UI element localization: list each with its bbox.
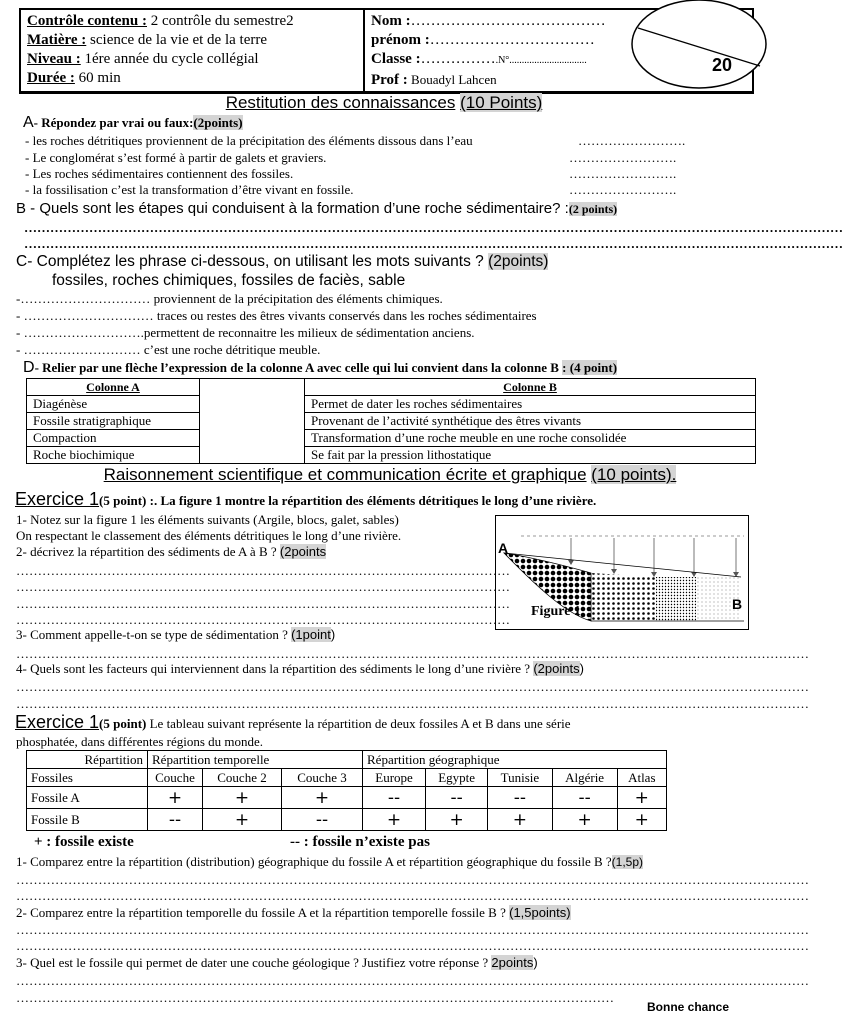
partA-heading xyxy=(23,114,243,132)
partC-item-2 xyxy=(16,308,537,324)
table-row-label: Fossile A xyxy=(27,787,148,809)
classe-field[interactable]: …………… xyxy=(420,51,496,67)
ex2-q2 xyxy=(16,905,571,921)
ex1-q4-points: (2points xyxy=(533,661,580,676)
partD-letter: D xyxy=(23,359,35,376)
ex2-q1 xyxy=(16,854,643,870)
partC-item-text: c’est une roche détritique meuble. xyxy=(140,342,321,357)
ex2-intro: Le tableau suivant représente la répartition de deux fossiles A et B dans une série xyxy=(146,716,571,731)
fossil-table xyxy=(26,750,667,831)
partB-question xyxy=(16,200,617,217)
partC-blank[interactable]: - ……………………… xyxy=(16,342,141,357)
ex1-q1b: On respectant le classement des éléments détritiques le long d’une rivière. xyxy=(16,528,402,543)
niveau-label: Niveau : xyxy=(27,51,81,67)
ex2-q3: 3- Quel est le fossile qui permet de dater une couche géologique ? Justifiez votre réponse ? 2points) xyxy=(16,955,538,970)
table-col-header: Algérie xyxy=(552,769,617,787)
section2-points: (10 points). xyxy=(591,465,677,484)
col-b-item[interactable]: Transformation d’une roche meuble en une roche consolidée xyxy=(305,430,756,447)
ex1-q3-text: 3- Comment appelle-t-on se type de sédimentation ? xyxy=(16,627,288,642)
ex1-heading xyxy=(15,489,596,510)
ex2-title: Exercice 1 xyxy=(15,712,100,732)
partC-item-1 xyxy=(16,291,443,307)
partA-answer-3[interactable]: ……………………. xyxy=(569,166,677,181)
table-h-geographique: Répartition géographique xyxy=(363,751,667,769)
ex1-q2-answer-1[interactable]: …………………………………………………………………………………………………… xyxy=(16,563,510,578)
figure-1 xyxy=(495,515,749,630)
section1-title xyxy=(0,93,768,113)
partB-points: (2 points) xyxy=(568,202,618,216)
ex2-q2-answer-2[interactable]: ………………………………………………………………………………………………………………………………………………………………… xyxy=(16,938,809,953)
controle-value: 2 contrôle du semestre2 xyxy=(147,13,294,29)
ex1-title: Exercice 1 xyxy=(15,489,100,509)
table-cell: + xyxy=(552,809,617,831)
partD-instruction: - Relier par une flèche l’expression de la colonne A avec celle qui lui convient dans la colonne B xyxy=(34,360,559,375)
ex1-q4-answer-1[interactable]: ………………………………………………………………………………………………………………………………………………………………… xyxy=(16,679,809,694)
table-cell: + xyxy=(148,787,203,809)
table-cell: -- xyxy=(426,787,488,809)
ex2-q2-points: (1,5points) xyxy=(509,905,571,920)
table-cell: + xyxy=(363,809,426,831)
table-col-header: Atlas xyxy=(617,769,666,787)
table-col-header: Couche 3 xyxy=(282,769,363,787)
partC-points: (2points) xyxy=(488,253,549,270)
ex2-q3-points: 2points xyxy=(491,955,534,970)
legend-plus: + : fossile existe xyxy=(34,834,134,850)
figure-caption: Figure 1 xyxy=(531,604,581,619)
ex1-intro: :. La figure 1 montre la répartition des éléments détritiques le long d’une rivière. xyxy=(146,493,597,508)
partA-item-text: - Les roches sédimentaires contiennent des fossiles. xyxy=(25,166,294,181)
table-cell: -- xyxy=(148,809,203,831)
partA-item-4 xyxy=(25,182,354,198)
col-b-header: Colonne B xyxy=(305,379,756,396)
table-cell: + xyxy=(488,809,552,831)
section2-title-text: Raisonnement scientifique et communication écrite et graphique xyxy=(103,465,587,484)
section2-title xyxy=(0,465,780,485)
ex1-q2-points: (2points xyxy=(279,544,327,559)
table-cell: + xyxy=(426,809,488,831)
duree-label: Durée : xyxy=(27,70,75,86)
ex2-points: (5 point) xyxy=(99,716,147,731)
table-cell: + xyxy=(617,787,666,809)
score-total: 20 xyxy=(712,55,733,75)
numero-field[interactable]: .N°............................... xyxy=(495,55,587,66)
table-col-header: Europe xyxy=(363,769,426,787)
ex1-q2-answer-3[interactable]: …………………………………………………………………………………………………… xyxy=(16,596,510,611)
col-a-item[interactable]: Roche biochimique xyxy=(27,447,200,464)
col-b-item[interactable]: Se fait par la pression lithostatique xyxy=(305,447,756,464)
legend-minus: -- : fossile n’existe pas xyxy=(290,834,430,850)
prof-value: Bouadyl Lahcen xyxy=(407,72,497,87)
partB-question-text: B - Quels sont les étapes qui conduisent à la formation d’une roche sédimentaire? : xyxy=(16,200,569,217)
ex1-q3-answer[interactable]: ………………………………………………………………………………………………………………………………………………………………… xyxy=(16,646,809,661)
table-col-header: Tunisie xyxy=(488,769,552,787)
section1-points: (10 Points) xyxy=(460,93,543,112)
table-col-header: Couche 2 xyxy=(203,769,282,787)
ex1-q2-answer-4[interactable]: …………………………………………………………………………………………………… xyxy=(16,612,510,627)
partC-words: fossiles, roches chimiques, fossiles de faciès, sable xyxy=(52,272,406,289)
ex1-q3-points: (1point xyxy=(291,627,331,642)
partA-answer-1[interactable]: ……………………. xyxy=(578,133,686,148)
prenom-field[interactable]: …………………………… xyxy=(429,32,595,48)
classe-label: Classe : xyxy=(371,51,421,67)
ex2-q2-answer-1[interactable]: ………………………………………………………………………………………………………………………………………………………………… xyxy=(16,922,809,937)
niveau-value: 1ére année du cycle collégial xyxy=(80,51,259,67)
partA-instruction: - Répondez par vrai ou faux: xyxy=(33,115,194,130)
section1-title-text: Restitution des connaissances xyxy=(225,93,456,112)
ex1-q4-answer-2[interactable]: ………………………………………………………………………………………………………………………………………………………………… xyxy=(16,696,809,711)
closing-text: Bonne chance xyxy=(647,1000,730,1014)
col-a-item[interactable]: Diagénèse xyxy=(27,396,200,413)
partA-item-2 xyxy=(25,150,326,166)
col-a-item[interactable]: Fossile stratigraphique xyxy=(27,413,200,430)
partC-question-text: C- Complétez les phrase ci-dessous, on utilisant les mots suivants ? xyxy=(16,253,484,270)
table-cell: + xyxy=(617,809,666,831)
ex2-q3-answer-2[interactable]: ………………………………………………………………………………………………………………………… xyxy=(16,990,614,1005)
nom-label: Nom : xyxy=(371,13,411,29)
table-cell: + xyxy=(203,809,282,831)
table-cell: -- xyxy=(488,787,552,809)
figure-label-b: B xyxy=(732,596,743,612)
partC-item-3 xyxy=(16,325,475,341)
table-cell: + xyxy=(203,787,282,809)
ex2-q3-text: 3- Quel est le fossile qui permet de dater une couche géologique ? Justifiez votre réponse ? xyxy=(16,955,489,970)
ex2-q1-points: (1,5p) xyxy=(611,855,644,869)
ex1-points: (5 point) xyxy=(99,493,147,508)
ex1-q2 xyxy=(16,544,326,560)
figure-label-a: A xyxy=(498,540,509,556)
partA-answer-4[interactable]: ……………………. xyxy=(569,182,677,197)
partC-item-text: traces ou restes des êtres vivants conservés dans les roches sédimentaires xyxy=(153,308,537,323)
ex2-q2-text: 2- Comparez entre la répartition temporelle du fossile A et la répartition temporelle fossile B ? xyxy=(16,905,506,920)
ex1-q1: 1- Notez sur la figure 1 les éléments suivants (Argile, blocs, galet, sables) xyxy=(16,512,399,527)
partC-blank[interactable]: - ………………………… xyxy=(16,308,154,323)
ex1-q2-answer-2[interactable]: …………………………………………………………………………………………………… xyxy=(16,579,510,594)
partA-item-1 xyxy=(25,133,473,149)
ex2-intro-2: phosphatée, dans différentes régions du monde. xyxy=(16,734,264,749)
col-a-item[interactable]: Compaction xyxy=(27,430,200,447)
duree-value: 60 min xyxy=(74,70,121,86)
partB-answer-line-1[interactable]: ……………………………………………………………………………………………………………………………………………………………………… xyxy=(24,220,843,235)
partA-item-3 xyxy=(25,166,293,182)
prenom-label: prénom : xyxy=(371,32,430,48)
partB-answer-line-2[interactable]: ……………………………………………………………………………………………………………………………………………………………………… xyxy=(24,236,843,251)
matching-table xyxy=(26,378,756,464)
partC-blank[interactable]: - ……………………… xyxy=(16,325,141,340)
controle-label: Contrôle contenu : xyxy=(27,13,147,29)
table-col-header: Couche xyxy=(148,769,203,787)
ex2-q1-answer-1[interactable]: ………………………………………………………………………………………………………………………………………………………………… xyxy=(16,872,809,887)
ex1-q2-text: 2- décrivez la répartition des sédiments de A à B ? xyxy=(16,544,277,559)
partC-blank[interactable]: -………………………… xyxy=(16,291,151,306)
partA-item-text: - Le conglomérat s’est formé à partir de galets et graviers. xyxy=(25,150,327,165)
ex1-q4: 4- Quels sont les facteurs qui interviennent dans la répartition des sédiments le long d’une rivière ? (2points) xyxy=(16,661,584,676)
arrow-area[interactable] xyxy=(200,379,305,464)
table-cell: + xyxy=(282,787,363,809)
prof-label: Prof : xyxy=(371,72,408,88)
table-row-label: Fossile B xyxy=(27,809,148,831)
ex1-q4-text: 4- Quels sont les facteurs qui interviennent dans la répartition des sédiments le long d’une rivière ? xyxy=(16,661,531,676)
col-b-item[interactable]: Permet de dater les roches sédimentaires xyxy=(305,396,756,413)
partC-item-4 xyxy=(16,342,320,358)
score-ellipse xyxy=(630,0,768,92)
table-h-temporelle: Répartition temporelle xyxy=(148,751,363,769)
partA-points: (2points) xyxy=(193,115,243,130)
matiere-label: Matière : xyxy=(27,32,87,48)
ex2-heading xyxy=(15,712,571,733)
ex2-q1-answer-2[interactable]: ………………………………………………………………………………………………………………………………………………………………… xyxy=(16,888,809,903)
partC-item-text: proviennent de la précipitation des éléments chimiques. xyxy=(150,291,443,306)
partD-points: : (4 point) xyxy=(562,360,618,375)
header-course-info xyxy=(20,9,364,93)
table-h-repartition: Répartition xyxy=(27,751,148,769)
ex1-q3: 3- Comment appelle-t-on se type de sédimentation ? (1point) xyxy=(16,627,336,642)
table-cell: -- xyxy=(363,787,426,809)
table-cell: -- xyxy=(282,809,363,831)
partC-item-text: .permettent de reconnaitre les milieux de sédimentation anciens. xyxy=(140,325,475,340)
table-cell: -- xyxy=(552,787,617,809)
table-col-header: Egypte xyxy=(426,769,488,787)
col-a-header: Colonne A xyxy=(27,379,200,396)
partD-heading xyxy=(23,359,617,377)
ex2-q3-answer-1[interactable]: ………………………………………………………………………………………………………………………………………………………………… xyxy=(16,973,809,988)
partA-item-text: - la fossilisation c’est la transformation d’être vivant en fossile. xyxy=(25,182,354,197)
nom-field[interactable]: ………………………………… xyxy=(410,13,606,29)
matiere-value: science de la vie et de la terre xyxy=(86,32,268,48)
partA-answer-2[interactable]: ……………………. xyxy=(569,150,677,165)
partA-item-text: - les roches détritiques proviennent de la précipitation des éléments dissous dans l’eau xyxy=(25,133,473,148)
partA-letter: A xyxy=(23,114,34,131)
col-b-item[interactable]: Provenant de l’activité synthétique des êtres vivants xyxy=(305,413,756,430)
table-h-fossiles: Fossiles xyxy=(27,769,148,787)
partC-question xyxy=(16,253,548,271)
ex2-q1-text: 1- Comparez entre la répartition (distribution) géographique du fossile A et répartition géographique du fossile B ? xyxy=(16,854,612,869)
